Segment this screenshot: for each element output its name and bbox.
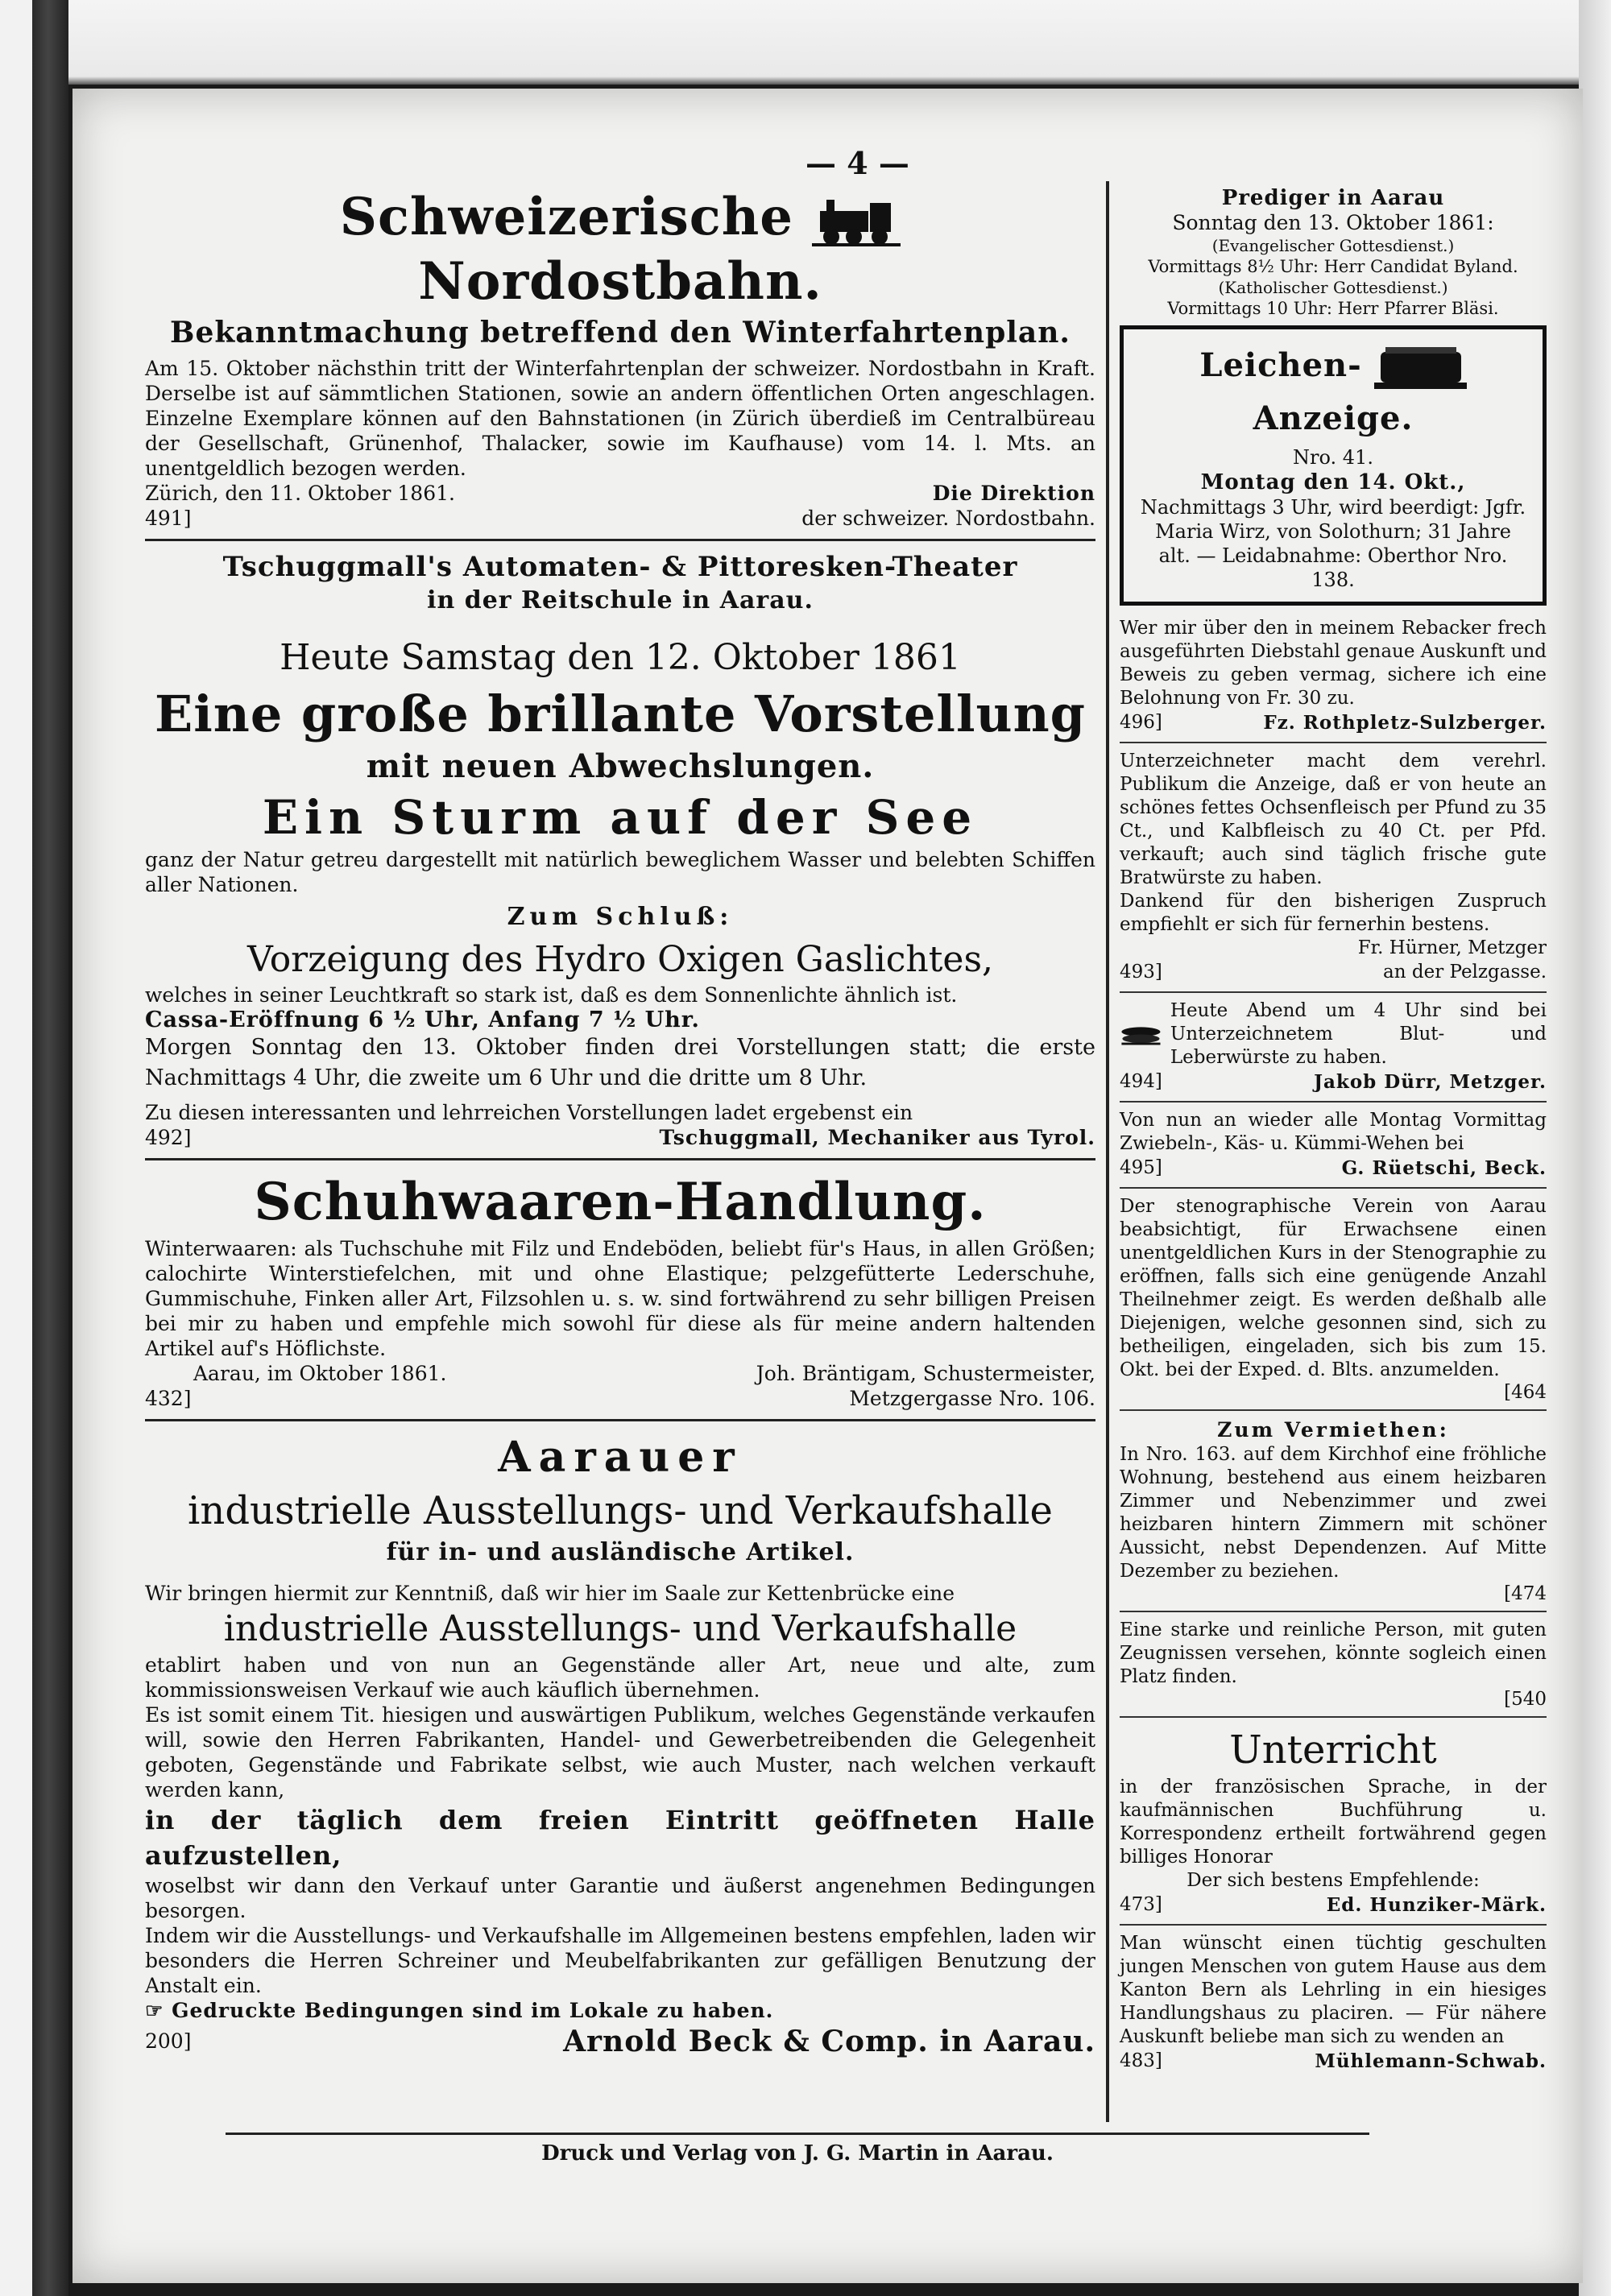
nordostbahn-sig-row — [145, 506, 1095, 531]
title-right: Anzeige. — [1253, 399, 1414, 437]
separator-rule — [1120, 991, 1547, 993]
signature: Arnold Beck & Comp. in Aarau. — [563, 2025, 1095, 2058]
theft-body: Wer mir über den in meinem Rebacker frech ausgeführten Diebstahl genaue Auskunft und Beweis zu geben vermag, sichere ich eine Belohnung von Fr. 30 zu. — [1120, 618, 1547, 709]
separator-rule — [1120, 1409, 1547, 1411]
bakery-sig-row — [1120, 1156, 1547, 1181]
theater-sub: mit neuen Abwechslungen. — [366, 747, 875, 785]
printer-imprint: Druck und Verlag von J. G. Martin in Aarau. — [226, 2133, 1369, 2166]
column-divider — [1106, 181, 1109, 2122]
separator-rule — [1120, 1187, 1547, 1189]
separator-rule — [1120, 1611, 1547, 1612]
separator-rule — [1120, 1101, 1547, 1102]
signature: Joh. Bräntigam, Schustermeister, — [756, 1362, 1095, 1385]
preachers-line2: Vormittags 8½ Uhr: Herr Candidat Byland. — [1148, 257, 1518, 276]
show-times: Cassa-Eröffnung 6 ½ Uhr, Anfang 7 ½ Uhr. — [145, 1007, 700, 1032]
sausages-sig-row — [1120, 1069, 1547, 1094]
finale-title: Vorzeigung des Hydro Oxigen Gaslichtes, — [246, 939, 994, 980]
hall-title1: Aarauer — [498, 1433, 743, 1482]
sausages-body: Heute Abend um 4 Uhr sind bei Unterzeichnetem Blut- und Leberwürste zu haben. — [1170, 1000, 1547, 1068]
separator-rule — [145, 1158, 1095, 1160]
shoes-sig-row — [145, 1386, 1095, 1411]
storm-description: ganz der Natur getreu dargestellt mit natürlich beweglichem Wasser und belebten Schiffen aller Nationen. — [145, 848, 1095, 896]
signature: Die Direktion — [932, 482, 1095, 505]
butcher-body: Unterzeichneter macht dem verehrl. Publikum die Anzeige, daß er von heute an schönes fettes Ochsenfleisch per Pfund zu 35 Ct., und Kalbfleisch zu 40 Ct. per Pfd. verkauft; auch sind täglich frische gute Bratwürste zu haben. — [1120, 751, 1547, 888]
ad-nordostbahn — [145, 185, 1095, 531]
lessons-body: in der französischen Sprache, in der kaufmännischen Buchführung u. Korrespondenz ertheilt fortwährend gegen billiges Honorar — [1120, 1777, 1547, 1868]
preachers-line4: Vormittags 10 Uhr: Herr Pfarrer Bläsi. — [1167, 299, 1499, 318]
signature: G. Rüetschi, Beck. — [1341, 1157, 1547, 1179]
theater-headline: Eine große brillante Vorstellung — [154, 685, 1087, 743]
position-number: [540 — [1504, 1689, 1547, 1710]
place-date: Zürich, den 11. Oktober 1861. — [145, 482, 455, 505]
signature-address: an der Pelzgasse. — [1383, 962, 1547, 983]
theater-location: in der Reitschule in Aarau. — [427, 586, 814, 614]
rent-title: Zum Vermiethen: — [1217, 1418, 1449, 1442]
scan-top-margin — [0, 0, 1611, 85]
ad-number: 496] — [1120, 712, 1162, 733]
notice-position — [1120, 1619, 1547, 1710]
theft-sig-row — [1120, 710, 1547, 735]
separator-rule — [1120, 1716, 1547, 1718]
hall-p2: Es ist somit einem Tit. hiesigen und auswärtigen Publikum, welches Gegenstände verkaufen will, sowie den Herren Fabrikanten, Handel- und Gewerbetreibenden die Gelegenheit geboten, Gegenstände und Fabrikate selbst, wie auch Muster, nach welchen verkauft werden kann, — [145, 1703, 1095, 1802]
page-number: — 4 — — [806, 145, 909, 181]
preachers-line3: (Katholischer Gottesdienst.) — [1218, 278, 1448, 297]
notice-butcher — [1120, 750, 1547, 985]
ad-theater — [145, 549, 1095, 1150]
shoes-place-row — [145, 1361, 1095, 1386]
preachers-date: Sonntag den 13. Oktober 1861: — [1172, 211, 1494, 234]
hall-sig-row — [145, 2023, 1095, 2060]
ad-number: 493] — [1120, 962, 1162, 983]
hall-headline: industrielle Ausstellungs- und Verkaufshalle — [223, 1608, 1017, 1649]
separator-rule — [145, 539, 1095, 541]
sausage-icon — [1120, 1011, 1162, 1059]
title-left: Leichen- — [1199, 346, 1362, 384]
preachers-title: Prediger in Aarau — [1221, 186, 1445, 210]
notice-theft — [1120, 617, 1547, 735]
ad-number: 432] — [145, 1387, 192, 1410]
nordostbahn-body: Am 15. Oktober nächsthin tritt der Winterfahrtenplan der schweizer. Nordostbahn in Kraft. Derselbe ist auf sämmtlichen Stationen, sowie an andern öffentlichen Orten angeschlagen. Einzelne Exemplare können auf den Bahnstationen (in Zürich überdieß im Centralbüreau der Gesellschaft, Grünenhof, Thalacker, sowie im Kaufhause) vom 14. l. Mts. an unentgeldlich bezogen werden. — [145, 357, 1095, 480]
ad-shoes — [145, 1169, 1095, 1411]
notice-sausages — [1120, 999, 1547, 1094]
sunday-shows: Morgen Sonntag den 13. Oktober finden drei Vorstellungen statt; die erste Nachmittags 4 Uhr, die zweite um 6 Uhr und die dritte um 8 Uhr. — [145, 1035, 1095, 1090]
lessons-body2: Der sich bestens Empfehlende: — [1187, 1870, 1480, 1891]
hall-note: ☞ Gedruckte Bedingungen sind im Lokale zu haben. — [145, 1999, 774, 2022]
funeral-body: Nachmittags 3 Uhr, wird beerdigt: Jgfr. Maria Wirz, von Solothurn; 31 Jahre alt. — Leidabnahme: Oberthor Nro. 138. — [1140, 496, 1526, 591]
ad-number: 473] — [1120, 1894, 1162, 1915]
hall-p1: etablirt haben und von nun an Gegenstände aller Art, neue und alte, zum kommissionsweisen Verkauf wie auch käuflich übernehmen. — [145, 1653, 1095, 1702]
shoes-title: Schuhwaaren-Handlung. — [254, 1172, 987, 1232]
separator-rule — [145, 1419, 1095, 1421]
funeral-number: Nro. 41. — [1293, 446, 1373, 469]
funeral-title — [1138, 339, 1528, 445]
separator-rule — [1120, 1924, 1547, 1926]
title-right: Nordostbahn. — [418, 251, 822, 312]
ad-number: 492] — [145, 1126, 192, 1149]
notice-apprentice — [1120, 1932, 1547, 2074]
preachers-line1: (Evangelischer Gottesdienst.) — [1211, 236, 1455, 255]
coffin-icon — [1374, 344, 1467, 392]
theater-invite: Zu diesen interessanten und lehrreichen Vorstellungen ladet ergebenst ein — [145, 1101, 913, 1124]
lessons-title: Unterricht — [1229, 1727, 1437, 1773]
notice-stenography — [1120, 1195, 1547, 1403]
left-column — [145, 161, 1095, 2060]
ad-number: 491] — [145, 507, 192, 530]
rent-body: In Nro. 163. auf dem Kirchhof eine fröhliche Wohnung, bestehend aus einem heizbaren Zimmer und Nebenzimmer und zwei heizbaren hintern Zimmern mit schöner Aussicht, nebst Dependenzen. Auf Mitte Dezember zu beziehen. — [1120, 1444, 1547, 1582]
theater-sig-row — [145, 1125, 1095, 1150]
signature: Fz. Rothpletz-Sulzberger. — [1263, 712, 1547, 734]
butcher-body2: Dankend für den bisherigen Zuspruch empfiehlt er sich für fernerhin bestens. — [1120, 891, 1547, 935]
hall-emphasis: in der täglich dem freien Eintritt geöffneten Halle aufzustellen, — [145, 1805, 1095, 1871]
signature: Mühlemann-Schwab. — [1315, 2050, 1547, 2072]
hall-intro: Wir bringen hiermit zur Kenntniß, daß wir hier im Saale zur Kettenbrücke eine — [145, 1582, 955, 1605]
hall-title2: industrielle Ausstellungs- und Verkaufshalle — [188, 1488, 1053, 1533]
nordostbahn-title — [145, 185, 1095, 314]
hall-p4: Indem wir die Ausstellungs- und Verkaufshalle im Allgemeinen bestens empfehlen, laden wir besonders die Herren Schreiner und Meubelfabrikanten zur gefälligen Benutzung der Anstalt ein. — [145, 1924, 1095, 1997]
bakery-body: Von nun an wieder alle Montag Vormittag Zwiebeln-, Käs- u. Kümmi-Wehen bei — [1120, 1110, 1547, 1154]
sausages-row — [1120, 999, 1547, 1069]
notice-preachers — [1120, 185, 1547, 319]
place-date: Aarau, im Oktober 1861. — [193, 1362, 447, 1385]
hall-title3: für in- und ausländische Artikel. — [386, 1538, 855, 1566]
hall-p3: woselbst wir dann den Verkauf unter Garantie und äußerst angenehmen Bedingungen besorgen. — [145, 1874, 1095, 1922]
apprentice-sig-row — [1120, 2049, 1547, 2074]
lessons-sig-row — [1120, 1893, 1547, 1917]
ad-number: 495] — [1120, 1157, 1162, 1178]
title-left: Schweizerische — [339, 187, 793, 247]
signature: Tschuggmall, Mechaniker aus Tyrol. — [659, 1126, 1095, 1149]
separator-rule — [1120, 742, 1547, 743]
stenography-body: Der stenographische Verein von Aarau beabsichtigt, für Erwachsene einen unentgeldlichen Kurs in der Stenographie zu eröffnen, falls sich eine genügende Anzahl Theilnehmer zeigt. Es werden deßhalb alle Diejenigen, welche gesonnen sind, sich zu betheiligen, eingeladen, sich bis zum 15. Okt. bei der Exped. d. Blts. anzumelden. — [1120, 1196, 1547, 1380]
right-column — [1120, 185, 1547, 2074]
closing-heading: Zum Schluß: — [507, 903, 734, 931]
apprentice-body: Man wünscht einen tüchtig geschulten jungen Menschen von gutem Hause aus dem Kanton Bern als Lehrling in ein hiesiges Handlungshaus zu placiren. — Für nähere Auskunft beliebe man sich zu wenden an — [1120, 1933, 1547, 2047]
signature: Jakob Dürr, Metzger. — [1314, 1071, 1547, 1093]
theater-date: Heute Samstag den 12. Oktober 1861 — [280, 637, 961, 678]
funeral-day: Montag den 14. Okt., — [1200, 470, 1466, 494]
stenography-number: [464 — [1504, 1382, 1547, 1403]
notice-funeral — [1120, 325, 1547, 606]
notice-bakery — [1120, 1109, 1547, 1181]
finale-description: welches in seiner Leuchtkraft so stark ist, daß es dem Sonnenlichte ähnlich ist. — [145, 983, 958, 1007]
ad-number: 494] — [1120, 1071, 1162, 1092]
notice-rent — [1120, 1417, 1547, 1604]
theater-storm: Ein Sturm auf der See — [262, 790, 979, 845]
notice-lessons — [1120, 1724, 1547, 1917]
shoes-body: Winterwaaren: als Tuchschuhe mit Filz und Endeböden, beliebt für's Haus, in allen Größen; calochirte Winterstiefelchen, mit und ohne Elastique; pelzgefütterte Lederschuhe, Gummischuhe, Finken aller Art, Filzsohlen u. s. w. sind fortwährend zu sehr billigen Preisen bei mir zu haben und empfehle mich sowohl für diese als für meine andern haltenden Artikel auf's Höflichste. — [145, 1237, 1095, 1360]
signature-address: Metzgergasse Nro. 106. — [849, 1387, 1095, 1410]
nordostbahn-place-row — [145, 481, 1095, 506]
ad-number: 200] — [145, 2029, 192, 2053]
scan-right-edge — [1579, 0, 1611, 2296]
ad-exhibition-hall — [145, 1429, 1095, 2060]
scan-left-edge — [0, 0, 68, 2296]
rent-number: [474 — [1504, 1583, 1547, 1604]
signature-org: der schweizer. Nordostbahn. — [801, 507, 1095, 530]
nordostbahn-subtitle: Bekanntmachung betreffend den Winterfahrtenplan. — [170, 316, 1071, 350]
butcher-sig-row — [1120, 960, 1547, 985]
position-body: Eine starke und reinliche Person, mit guten Zeugnissen versehen, könnte sogleich einen Platz finden. — [1120, 1620, 1547, 1687]
butcher-signature: Fr. Hürner, Metzger — [1357, 937, 1547, 958]
ad-number: 483] — [1120, 2050, 1162, 2071]
theater-title: Tschuggmall's Automaten- & Pittoresken-Theater — [222, 551, 1018, 583]
signature: Ed. Hunziker-Märk. — [1326, 1894, 1547, 1916]
locomotive-icon — [812, 197, 901, 246]
